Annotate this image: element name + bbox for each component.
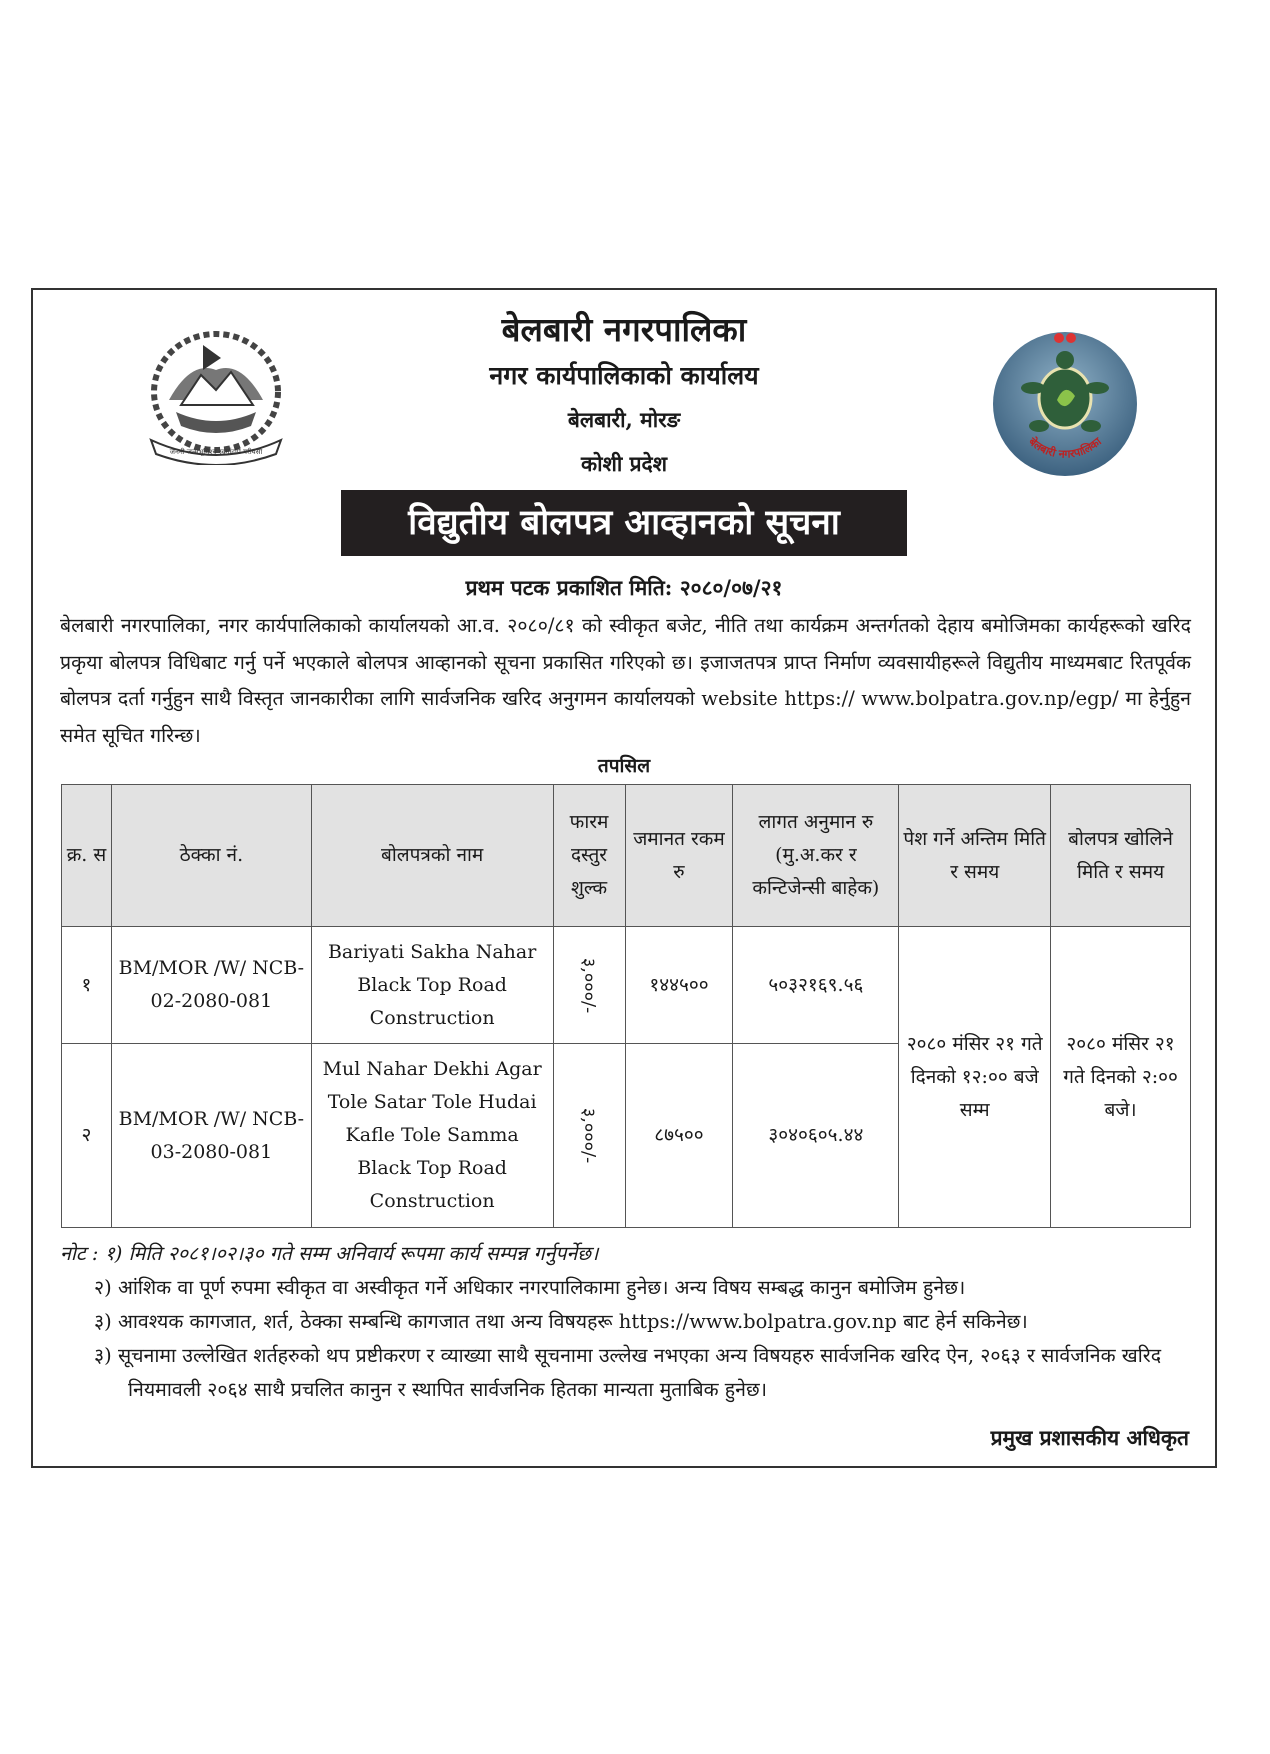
cell-sn: १	[62, 927, 112, 1044]
cell-contract: BM/MOR /W/ NCB-03-2080-081	[111, 1044, 311, 1228]
notice-frame	[31, 288, 1217, 1468]
cell-opening: २०८० मंसिर २१ गते दिनको २:०० बजे।	[1051, 927, 1191, 1228]
province: कोशी प्रदेश	[581, 451, 667, 476]
cell-security: ८७५००	[625, 1044, 733, 1228]
fee-value: ३,०००/-	[578, 1107, 600, 1164]
intro-paragraph: बेलबारी नगरपालिका, नगर कार्यपालिकाको कार्यालयको आ.व. २०८०/८१ को स्वीकृत बजेट, नीति तथा कार्यक्रम अन्तर्गतको देहाय बमोजिमका कार्यहरूको खरिद प्रकृया बोलपत्र विधिबाट गर्नु पर्ने भएकाले बोलपत्र आव्हानको सूचना प्रकासित गरिएको छ। इजाजतपत्र प्राप्त निर्माण व्यवसायीहरूले विद्युतीय माध्यमबाट रितपूर्वक बोलपत्र दर्ता गर्नुहुन साथै विस्तृत जानकारीका लागि सार्वजनिक खरिद अनुगमन कार्यालयको website https:// www.bolpatra.gov.np/egp/ मा हेर्नुहुन समेत सूचित गरिन्छ।	[60, 614, 1191, 747]
org-name: बेलबारी नगरपालिका	[501, 310, 747, 349]
header-fee: फारम दस्तुर शुल्क	[553, 785, 625, 927]
cell-contract: BM/MOR /W/ NCB-02-2080-081	[111, 927, 311, 1044]
svg-text:बेलबारी नगरपालिका: बेलबारी नगरपालिका	[1026, 434, 1104, 461]
table-caption: तपसिल	[597, 755, 651, 777]
cell-deadline: २०८० मंसिर २१ गते दिनको १२:०० बजे सम्म	[899, 927, 1051, 1228]
notes-section	[60, 1237, 1191, 1407]
svg-text:जननी जन्मभूमिश्च स्वर्गादपि गर: जननी जन्मभूमिश्च स्वर्गादपि गरीयसी	[169, 448, 263, 456]
note-item: नोट : १) मिति २०८१।०२।३० गते सम्म अनिवार्य रूपमा कार्य सम्पन्न गर्नुपर्नेछ।	[60, 1242, 599, 1265]
note-item: ३) सूचनामा उल्लेखित शर्तहरुको थप प्रष्टीकरण र व्याख्या साथै सूचनामा उल्लेख नभएका अन्य विषयहरु सार्वजनिक खरिद ऐन, २०६३ र सार्वजनिक खरिद नियमावली २०६४ साथै प्रचलित कानुन र स्थापित सार्वजनिक हितका मान्यता मुताबिक हुनेछ।	[94, 1344, 1162, 1401]
cell-estimate: ३०४०६०५.४४	[733, 1044, 899, 1228]
cell-fee	[553, 927, 625, 1044]
cell-fee	[553, 1044, 625, 1228]
note-item: २) आंशिक वा पूर्ण रुपमा स्वीकृत वा अस्वीकृत गर्ने अधिकार नगरपालिकामा हुनेछ। अन्य विषय सम्बद्ध कानुन बमोजिम हुनेछ।	[94, 1276, 966, 1299]
municipality-logo-icon	[991, 330, 1139, 478]
header-sn: क्र. स	[62, 785, 112, 927]
table-header-row	[62, 785, 1191, 927]
address: बेलबारी, मोरङ	[567, 407, 681, 432]
cell-name: Bariyati Sakha Nahar Black Top Road Construction	[311, 927, 553, 1044]
header-opening: बोलपत्र खोलिने मिति र समय	[1051, 785, 1191, 927]
header-security: जमानत रकम रु	[625, 785, 733, 927]
notice-banner: विद्युतीय बोलपत्र आव्हानको सूचना	[341, 490, 907, 556]
header-name: बोलपत्रको नाम	[311, 785, 553, 927]
header-estimate: लागत अनुमान रु (मु.अ.कर र कन्टिजेन्सी बाहेक)	[733, 785, 899, 927]
table-row	[62, 927, 1191, 1044]
tender-table	[61, 784, 1191, 1228]
office-name: नगर कार्यपालिकाको कार्यालय	[489, 361, 759, 390]
signature: प्रमुख प्रशासकीय अधिकृत	[990, 1425, 1189, 1450]
cell-estimate: ५०३२१६९.५६	[733, 927, 899, 1044]
note-item: ३) आवश्यक कागजात, शर्त, ठेक्का सम्बन्धि कागजात तथा अन्य विषयहरू https://www.bolpatra.gov.np बाट हेर्न सकिनेछ।	[94, 1310, 1028, 1333]
header-contract: ठेक्का नं.	[111, 785, 311, 927]
cell-sn: २	[62, 1044, 112, 1228]
cell-name: Mul Nahar Dekhi Agar Tole Satar Tole Hudai Kafle Tole Samma Black Top Road Construction	[311, 1044, 553, 1228]
publish-date: प्रथम पटक प्रकाशित मिति: २०८०/०७/२१	[465, 575, 783, 600]
fee-value: ३,०००/-	[578, 957, 600, 1013]
cell-security: १४४५००	[625, 927, 733, 1044]
header-deadline: पेश गर्ने अन्तिम मिति र समय	[899, 785, 1051, 927]
